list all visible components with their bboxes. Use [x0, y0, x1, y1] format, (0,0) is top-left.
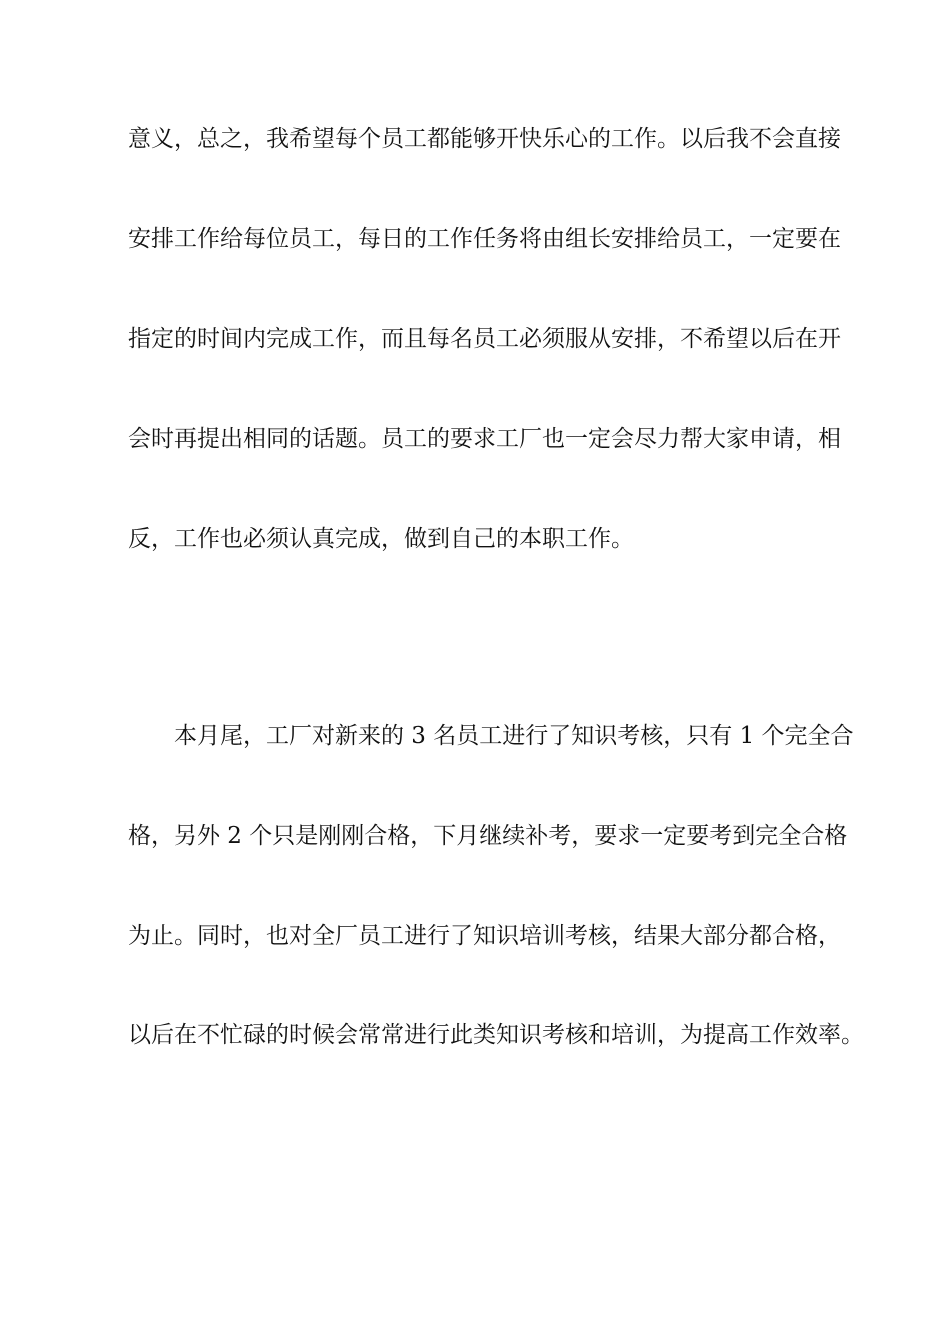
paragraph-1-line-5: 反，工作也必须认真完成，做到自己的本职工作。: [128, 526, 634, 552]
paragraph-1-line-1: 意义，总之，我希望每个员工都能够开快乐心的工作。以后我不会直接: [128, 126, 841, 152]
paragraph-1-line-3: 指定的时间内完成工作，而且每名员工必须服从安排，不希望以后在开: [128, 326, 841, 352]
paragraph-1-line-4: 会时再提出相同的话题。员工的要求工厂也一定会尽力帮大家申请，相: [128, 426, 841, 452]
paragraph-2-line-3: 为止。同时，也对全厂员工进行了知识培训考核，结果大部分都合格，: [128, 923, 841, 949]
paragraph-2-line-1: 本月尾，工厂对新来的 3 名员工进行了知识考核，只有 1 个完全合: [174, 723, 854, 749]
paragraph-1-line-2: 安排工作给每位员工，每日的工作任务将由组长安排给员工，一定要在: [128, 226, 841, 252]
paragraph-2-line-2: 格，另外 2 个只是刚刚合格，下月继续补考，要求一定要考到完全合格: [128, 823, 848, 849]
paragraph-2-line-4: 以后在不忙碌的时候会常常进行此类知识考核和培训，为提高工作效率。: [128, 1022, 864, 1048]
